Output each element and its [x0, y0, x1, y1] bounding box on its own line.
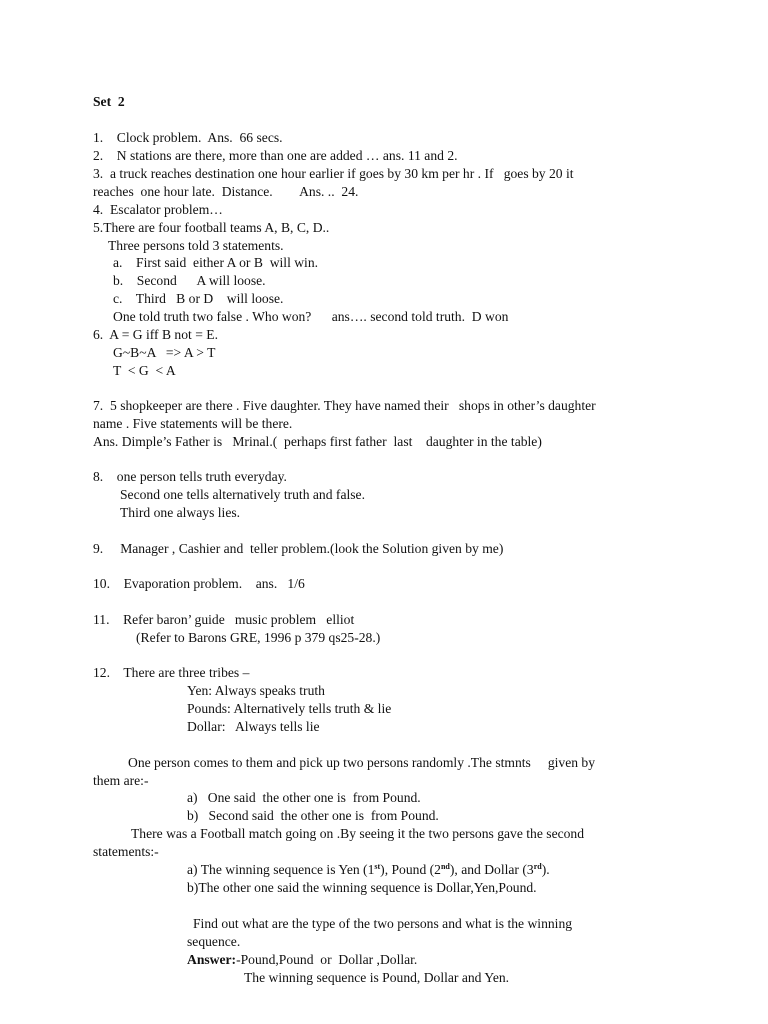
- question-9: 9. Manager , Cashier and teller problem.(look the Solution given by me): [93, 541, 504, 556]
- question-3-line-2: reaches one hour late. Distance. Ans. .. 24.: [93, 184, 359, 199]
- winning-sequence-a: [187, 862, 550, 878]
- question-8-line-1: 8. one person tells truth everyday.: [93, 469, 287, 484]
- question-7-line-3: Ans. Dimple’s Father is Mrinal.( perhaps first father last daughter in the table): [93, 434, 542, 449]
- seq-sup-3: rd: [533, 862, 542, 871]
- answer-text: -Pound,Pound or Dollar ,Dollar.: [236, 952, 418, 967]
- seq-prefix: a) The winning sequence is Yen (1: [187, 862, 375, 877]
- question-11-line-2: (Refer to Barons GRE, 1996 p 379 qs25-28.): [136, 630, 381, 645]
- seq-mid-2: ), and Dollar (3: [449, 862, 534, 877]
- find-out-line-2: sequence.: [187, 934, 241, 949]
- question-8-line-2: Second one tells alternatively truth and false.: [120, 487, 365, 502]
- statement-b: b) Second said the other one is from Pound.: [187, 808, 439, 823]
- question-2: 2. N stations are there, more than one are added … ans. 11 and 2.: [93, 148, 458, 163]
- question-6-line-2: G~B~A => A > T: [113, 345, 216, 360]
- question-5-line-2: Three persons told 3 statements.: [108, 238, 284, 253]
- statement-a: a) One said the other one is from Pound.: [187, 790, 421, 805]
- seq-mid-1: ), Pound (2: [380, 862, 441, 877]
- answer-label: Answer:: [187, 952, 237, 967]
- answer-line: [187, 952, 417, 968]
- answer-line-2: The winning sequence is Pound, Dollar and Yen.: [244, 970, 510, 985]
- tribe-yen: Yen: Always speaks truth: [187, 683, 325, 698]
- find-out-line-1: Find out what are the type of the two persons and what is the winning: [193, 916, 573, 931]
- question-5-answer: One told truth two false . Who won? ans…. second told truth. D won: [113, 309, 509, 324]
- question-1: 1. Clock problem. Ans. 66 secs.: [93, 130, 283, 145]
- question-10: 10. Evaporation problem. ans. 1/6: [93, 576, 305, 591]
- question-5-option-b: b. Second A will loose.: [113, 273, 266, 288]
- question-5-option-a: a. First said either A or B will win.: [113, 255, 319, 270]
- set-title: Set 2: [93, 94, 125, 109]
- question-7-line-1: 7. 5 shopkeeper are there . Five daughter. They have named their shops in other’s daughter: [93, 398, 596, 413]
- seq-sup-1: st: [374, 862, 381, 871]
- seq-sup-2: nd: [440, 862, 450, 871]
- question-3-line-1: 3. a truck reaches destination one hour earlier if goes by 30 km per hr . If goes by 20 it: [93, 166, 574, 181]
- question-7-line-2: name . Five statements will be there.: [93, 416, 293, 431]
- winning-sequence-b: b)The other one said the winning sequence is Dollar,Yen,Pound.: [187, 880, 537, 895]
- question-6-line-3: T < G < A: [113, 363, 176, 378]
- question-12-line-1: 12. There are three tribes –: [93, 665, 250, 680]
- question-12-para-2-line-2: statements:-: [93, 844, 159, 859]
- question-5-line-1: 5.There are four football teams A, B, C, D..: [93, 220, 330, 235]
- question-12-para-1-line-2: them are:-: [93, 773, 149, 788]
- question-6-line-1: 6. A = G iff B not = E.: [93, 327, 218, 342]
- tribe-dollar: Dollar: Always tells lie: [187, 719, 320, 734]
- question-12-para-2-line-1: There was a Football match going on .By seeing it the two persons gave the second: [131, 826, 585, 841]
- question-5-option-c: c. Third B or D will loose.: [113, 291, 284, 306]
- question-4: 4. Escalator problem…: [93, 202, 223, 217]
- question-12-para-1-line-1: One person comes to them and pick up two persons randomly .The stmnts given by: [128, 755, 596, 770]
- question-11-line-1: 11. Refer baron’ guide music problem elliot: [93, 612, 355, 627]
- question-8-line-3: Third one always lies.: [120, 505, 241, 520]
- seq-end: ).: [541, 862, 550, 877]
- tribe-pounds: Pounds: Alternatively tells truth & lie: [187, 701, 392, 716]
